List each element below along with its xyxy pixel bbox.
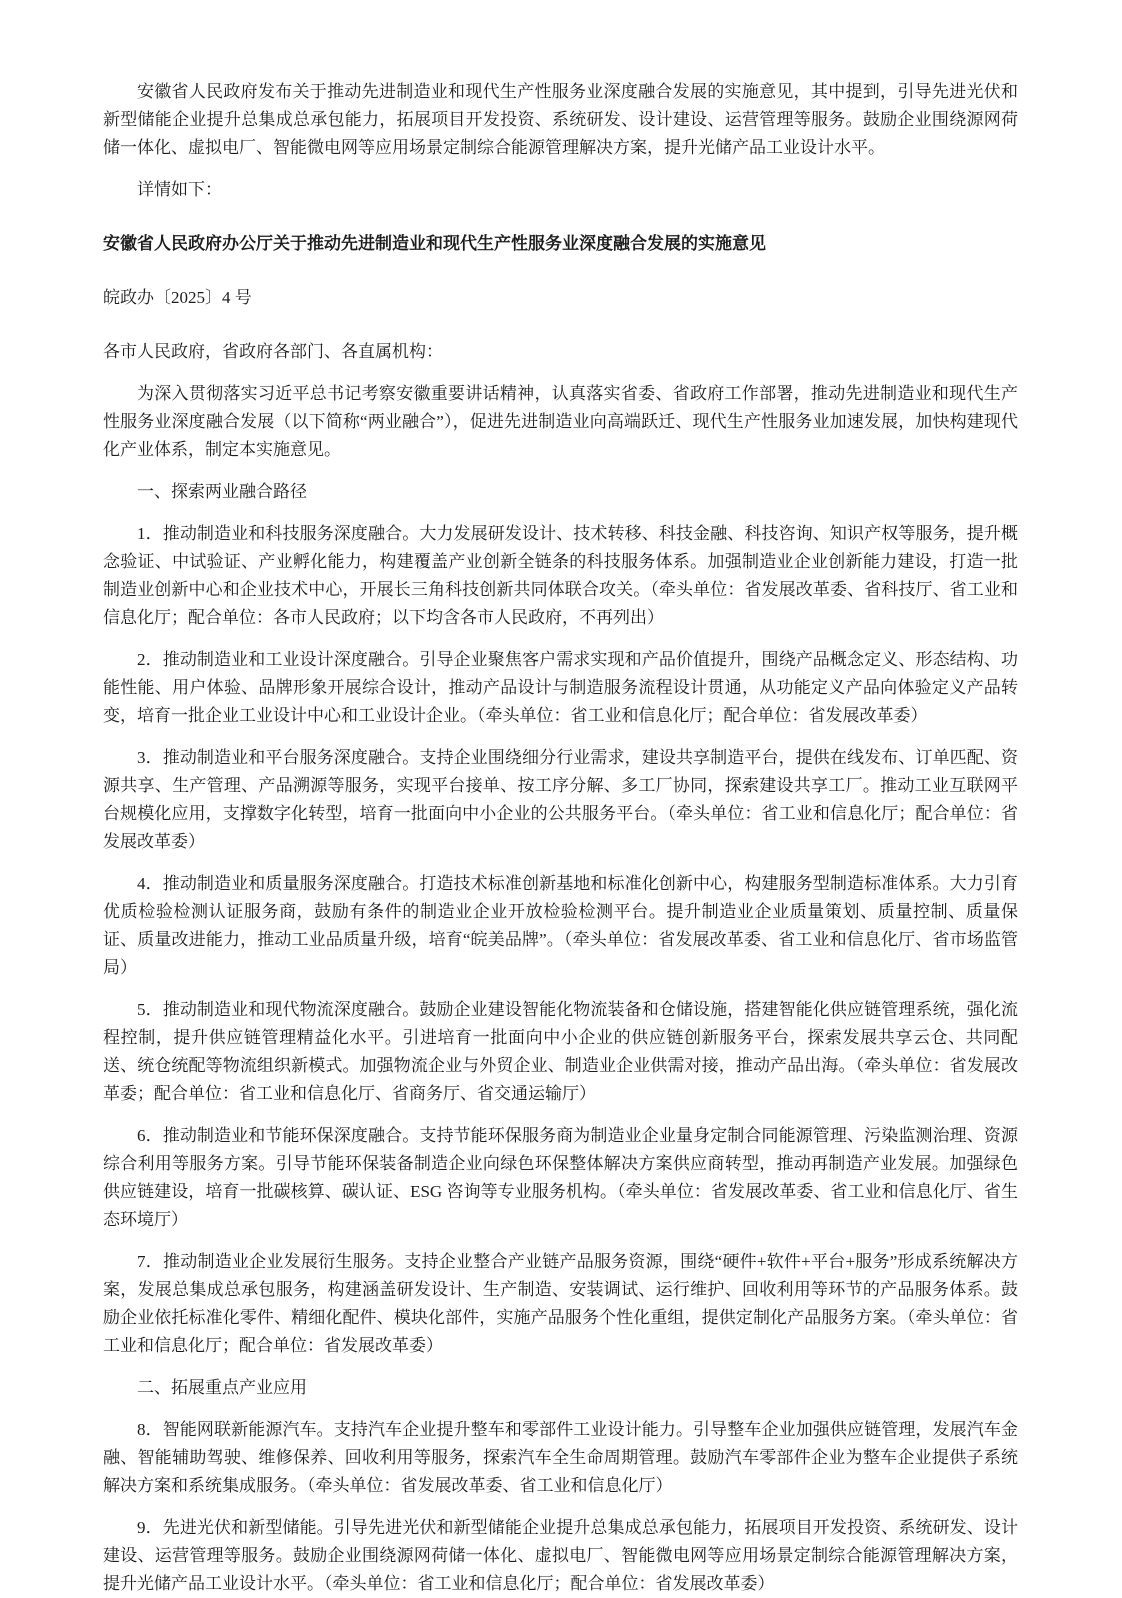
- policy-item-2: 2．推动制造业和工业设计深度融合。引导企业聚焦客户需求实现和产品价值提升，围绕产品概念定义、形态结构、功能性能、用户体验、品牌形象开展综合设计，推动产品设计与制造服务流程设计贯通，从功能定义产品向体验定义产品转变，培育一批企业工业设计中心和工业设计企业。（牵头单位：省工业和信息化厅；配合单位：省发展改革委）: [103, 650, 1018, 725]
- intro-paragraph: 安徽省人民政府发布关于推动先进制造业和现代生产性服务业深度融合发展的实施意见，其中提到，引导先进光伏和新型储能企业提升总集成总承包能力，拓展项目开发投资、系统研发、设计建设、运营管理等服务。鼓励企业围绕源网荷储一体化、虚拟电厂、智能微电网等应用场景定制综合能源管理解决方案，提升光储产品工业设计水平。: [103, 82, 1018, 157]
- policy-item-5: 5．推动制造业和现代物流深度融合。鼓励企业建设智能化物流装备和仓储设施，搭建智能化供应链管理系统，强化流程控制，提升供应链管理精益化水平。引进培育一批面向中小企业的供应链创新服务平台，探索发展共享云仓、共同配送、统仓统配等物流组织新模式。加强物流企业与外贸企业、制造业企业供需对接，推动产品出海。（牵头单位：省发展改革委；配合单位：省工业和信息化厅、省商务厅、省交通运输厅）: [103, 1000, 1018, 1103]
- details-label: 详情如下：: [137, 180, 222, 199]
- policy-item-9: 9．先进光伏和新型储能。引导先进光伏和新型储能企业提升总集成总承包能力，拓展项目开发投资、系统研发、设计建设、运营管理等服务。鼓励企业围绕源网荷储一体化、虚拟电厂、智能微电网等应用场景定制综合能源管理解决方案，提升光储产品工业设计水平。（牵头单位：省工业和信息化厅；配合单位：省发展改革委）: [103, 1518, 1018, 1593]
- section-1-heading: 一、探索两业融合路径: [137, 482, 307, 501]
- policy-item-3: 3．推动制造业和平台服务深度融合。支持企业围绕细分行业需求，建设共享制造平台，提供在线发布、订单匹配、资源共享、生产管理、产品溯源等服务，实现平台接单、按工序分解、多工厂协同，探索建设共享工厂。推动工业互联网平台规模化应用，支撑数字化转型，培育一批面向中小企业的公共服务平台。（牵头单位：省工业和信息化厅；配合单位：省发展改革委）: [103, 748, 1018, 851]
- policy-item-1: 1．推动制造业和科技服务深度融合。大力发展研发设计、技术转移、科技金融、科技咨询、知识产权等服务，提升概念验证、中试验证、产业孵化能力，构建覆盖产业创新全链条的科技服务体系。加强制造业企业创新能力建设，打造一批制造业创新中心和企业技术中心，开展长三角科技创新共同体联合攻关。（牵头单位：省发展改革委、省科技厅、省工业和信息化厅；配合单位：各市人民政府；以下均含各市人民政府，不再列出）: [103, 524, 1018, 627]
- policy-item-6: 6．推动制造业和节能环保深度融合。支持节能环保服务商为制造业企业量身定制合同能源管理、污染监测治理、资源综合利用等服务方案。引导节能环保装备制造企业向绿色环保整体解决方案供应商转型，推动再制造产业发展。加强绿色供应链建设，培育一批碳核算、碳认证、ESG 咨询等专业服务机构。（牵头单位：省发展改革委、省工业和信息化厅、省生态环境厅）: [103, 1126, 1018, 1229]
- document-title: 安徽省人民政府办公厅关于推动先进制造业和现代生产性服务业深度融合发展的实施意见: [103, 234, 766, 253]
- section-2-heading: 二、拓展重点产业应用: [137, 1378, 307, 1397]
- policy-item-8: 8．智能网联新能源汽车。支持汽车企业提升整车和零部件工业设计能力。引导整车企业加强供应链管理，发展汽车金融、智能辅助驾驶、维修保养、回收利用等服务，探索汽车全生命周期管理。鼓励汽车零部件企业为整车企业提供子系统解决方案和系统集成服务。（牵头单位：省发展改革委、省工业和信息化厅）: [103, 1420, 1018, 1495]
- preamble-paragraph: 为深入贯彻落实习近平总书记考察安徽重要讲话精神，认真落实省委、省政府工作部署，推动先进制造业和现代生产性服务业深度融合发展（以下简称“两业融合”），促进先进制造业向高端跃迁、现代生产性服务业加速发展，加快构建现代化产业体系，制定本实施意见。: [103, 384, 1018, 459]
- policy-item-7: 7．推动制造业企业发展衍生服务。支持企业整合产业链产品服务资源，围绕“硬件+软件+平台+服务”形成系统解决方案，发展总集成总承包服务，构建涵盖研发设计、生产制造、安装调试、运行维护、回收利用等环节的产品服务体系。鼓励企业依托标准化零件、精细化配件、模块化部件，实施产品服务个性化重组，提供定制化产品服务方案。（牵头单位：省工业和信息化厅；配合单位：省发展改革委）: [103, 1252, 1018, 1355]
- salutation: 各市人民政府，省政府各部门、各直属机构：: [103, 342, 443, 361]
- document-number: 皖政办〔2025〕4 号: [103, 288, 252, 307]
- policy-item-4: 4．推动制造业和质量服务深度融合。打造技术标准创新基地和标准化创新中心，构建服务型制造标准体系。大力引育优质检验检测认证服务商，鼓励有条件的制造业企业开放检验检测平台。提升制造业企业质量策划、质量控制、质量保证、质量改进能力，推动工业品质量升级，培育“皖美品牌”。（牵头单位：省发展改革委、省工业和信息化厅、省市场监管局）: [103, 874, 1018, 977]
